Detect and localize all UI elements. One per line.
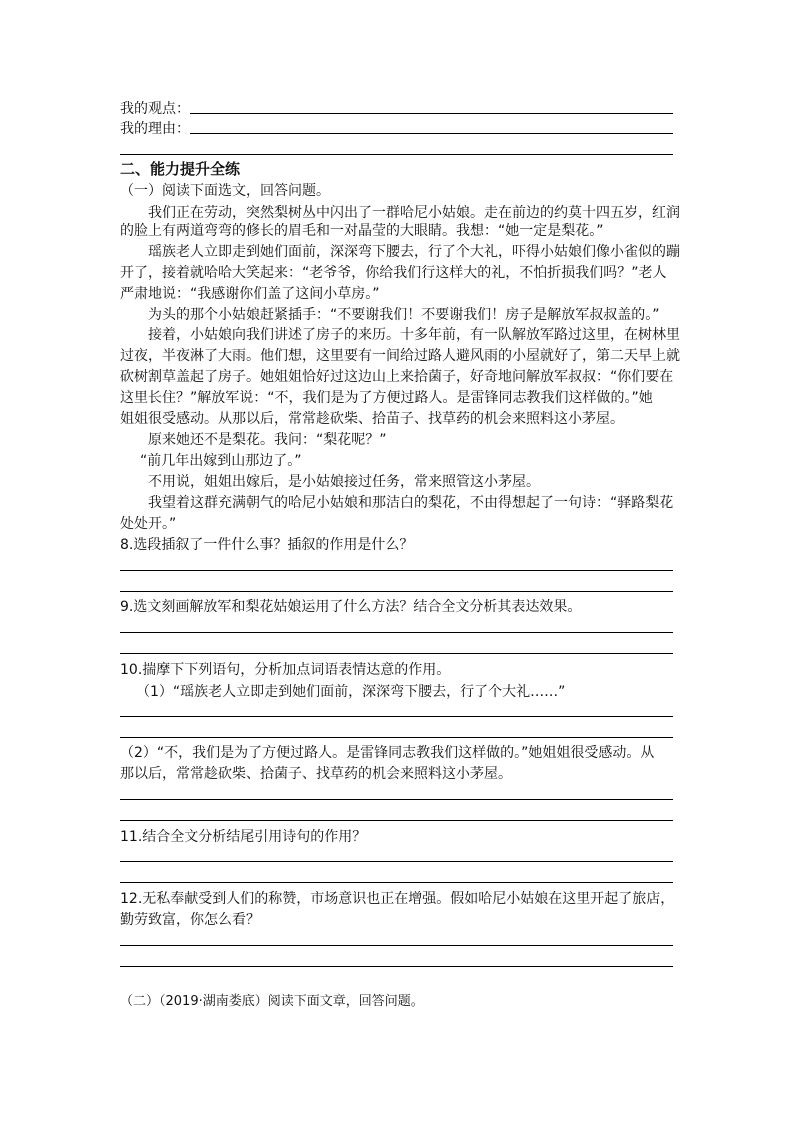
answer-line[interactable]	[120, 632, 673, 633]
answer-line[interactable]	[120, 820, 673, 821]
answer-line[interactable]	[120, 799, 673, 800]
question-9: 9.选文刻画解放军和梨花姑娘运用了什么方法？结合全文分析其表达效果。	[120, 599, 582, 615]
passage-line: 过夜，半夜淋了大雨。他们想，这里要有一间给过路人避风雨的小屋就好了，第二天早上就	[120, 348, 680, 364]
passage-line: 我们正在劳动，突然梨树丛中闪出了一群哈尼小姑娘。走在前边的约莫十四五岁，红润	[148, 205, 680, 221]
passage-line: 严肃地说：“我感谢你们盖了这间小草房。”	[120, 286, 380, 302]
question-10-2: （2）“不，我们是为了方便过路人。是雷锋同志教我们这样做的。”她姐姐很受感动。从	[120, 745, 655, 761]
answer-line[interactable]	[120, 591, 673, 592]
question-10: 10.揣摩下下列语句，分析加点词语表情达意的作用。	[120, 662, 451, 678]
passage-line: 瑶族老人立即走到她们面前，深深弯下腰去，行了个大礼，吓得小姑娘们像小雀似的蹦	[148, 244, 680, 260]
answer-line[interactable]	[120, 882, 673, 883]
question-11: 11.结合全文分析结尾引用诗句的作用？	[120, 829, 367, 845]
answer-line[interactable]	[120, 737, 673, 738]
answer-line[interactable]	[120, 945, 673, 946]
answer-line[interactable]	[120, 861, 673, 862]
reason-answer-line-2[interactable]	[120, 154, 673, 155]
part2-intro: （二）（2019·湖南娄底）阅读下面文章，回答问题。	[120, 994, 424, 1009]
passage-line: 姐姐很受感动。从那以后，常常趁砍柴、拾苗子、找草药的机会来照料这小茅屋。	[120, 411, 624, 427]
question-12: 12.无私奉献受到人们的称赞，市场意识也正在增强。假如哈尼小姑娘在这里开起了旅店，	[120, 891, 675, 907]
viewpoint-label: 我的观点：	[120, 101, 190, 117]
passage-line: 不用说，姐姐出嫁后，是小姑娘接过任务，常来照管这小茅屋。	[148, 474, 540, 490]
passage-line: 接着，小姑娘向我们讲述了房子的来历。十多年前，有一队解放军路过这里，在树林里	[148, 327, 680, 343]
reason-label: 我的理由：	[120, 121, 190, 137]
passage-line: 砍树割草盖起了房子。她姐姐恰好过这边山上来拾菌子，好奇地问解放军叔叔：“你们要在	[120, 369, 674, 385]
question-8: 8.选段插叙了一件什么事？插叙的作用是什么？	[120, 537, 414, 553]
question-10-1: （1）“瑶族老人立即走到她们面前，深深弯下腰去，行了个大礼……”	[136, 684, 566, 700]
question-12-cont: 勤劳致富，你怎么看？	[120, 912, 260, 928]
passage-line: 我望着这群充满朝气的哈尼小姑娘和那洁白的梨花，不由得想起了一句诗：“驿路梨花	[148, 495, 674, 511]
passage-line: 处处开。”	[120, 516, 177, 532]
part1-intro: （一）阅读下面选文，回答问题。	[120, 183, 330, 199]
question-10-2-cont: 那以后，常常趁砍柴、拾菌子、找草药的机会来照料这小茅屋。	[120, 766, 512, 782]
section-title: 二、能力提升全练	[120, 160, 241, 178]
passage-line: “前几年出嫁到山那边了。”	[140, 453, 302, 469]
answer-line[interactable]	[120, 716, 673, 717]
reason-answer-line[interactable]	[190, 133, 673, 134]
passage-line: 的脸上有两道弯弯的修长的眉毛和一对晶莹的大眼睛。我想：“她一定是梨花。”	[120, 223, 604, 239]
answer-line[interactable]	[120, 570, 673, 571]
viewpoint-answer-line[interactable]	[190, 113, 673, 114]
passage-line: 这里长住？”解放军说：“不，我们是为了方便过路人。是雷锋同志教我们这样做的。”她	[120, 390, 653, 406]
passage-line: 开了，接着就哈哈大笑起来：“老爷爷，你给我们行这样大的礼，不怕折损我们吗？”老人	[120, 265, 667, 281]
passage-line: 原来她还不是梨花。我问：“梨花呢？”	[148, 432, 387, 448]
passage-line: 为头的那个小姑娘赶紧插手：“不要谢我们！不要谢我们！房子是解放军叔叔盖的。”	[148, 307, 660, 323]
answer-line[interactable]	[120, 966, 673, 967]
answer-line[interactable]	[120, 653, 673, 654]
